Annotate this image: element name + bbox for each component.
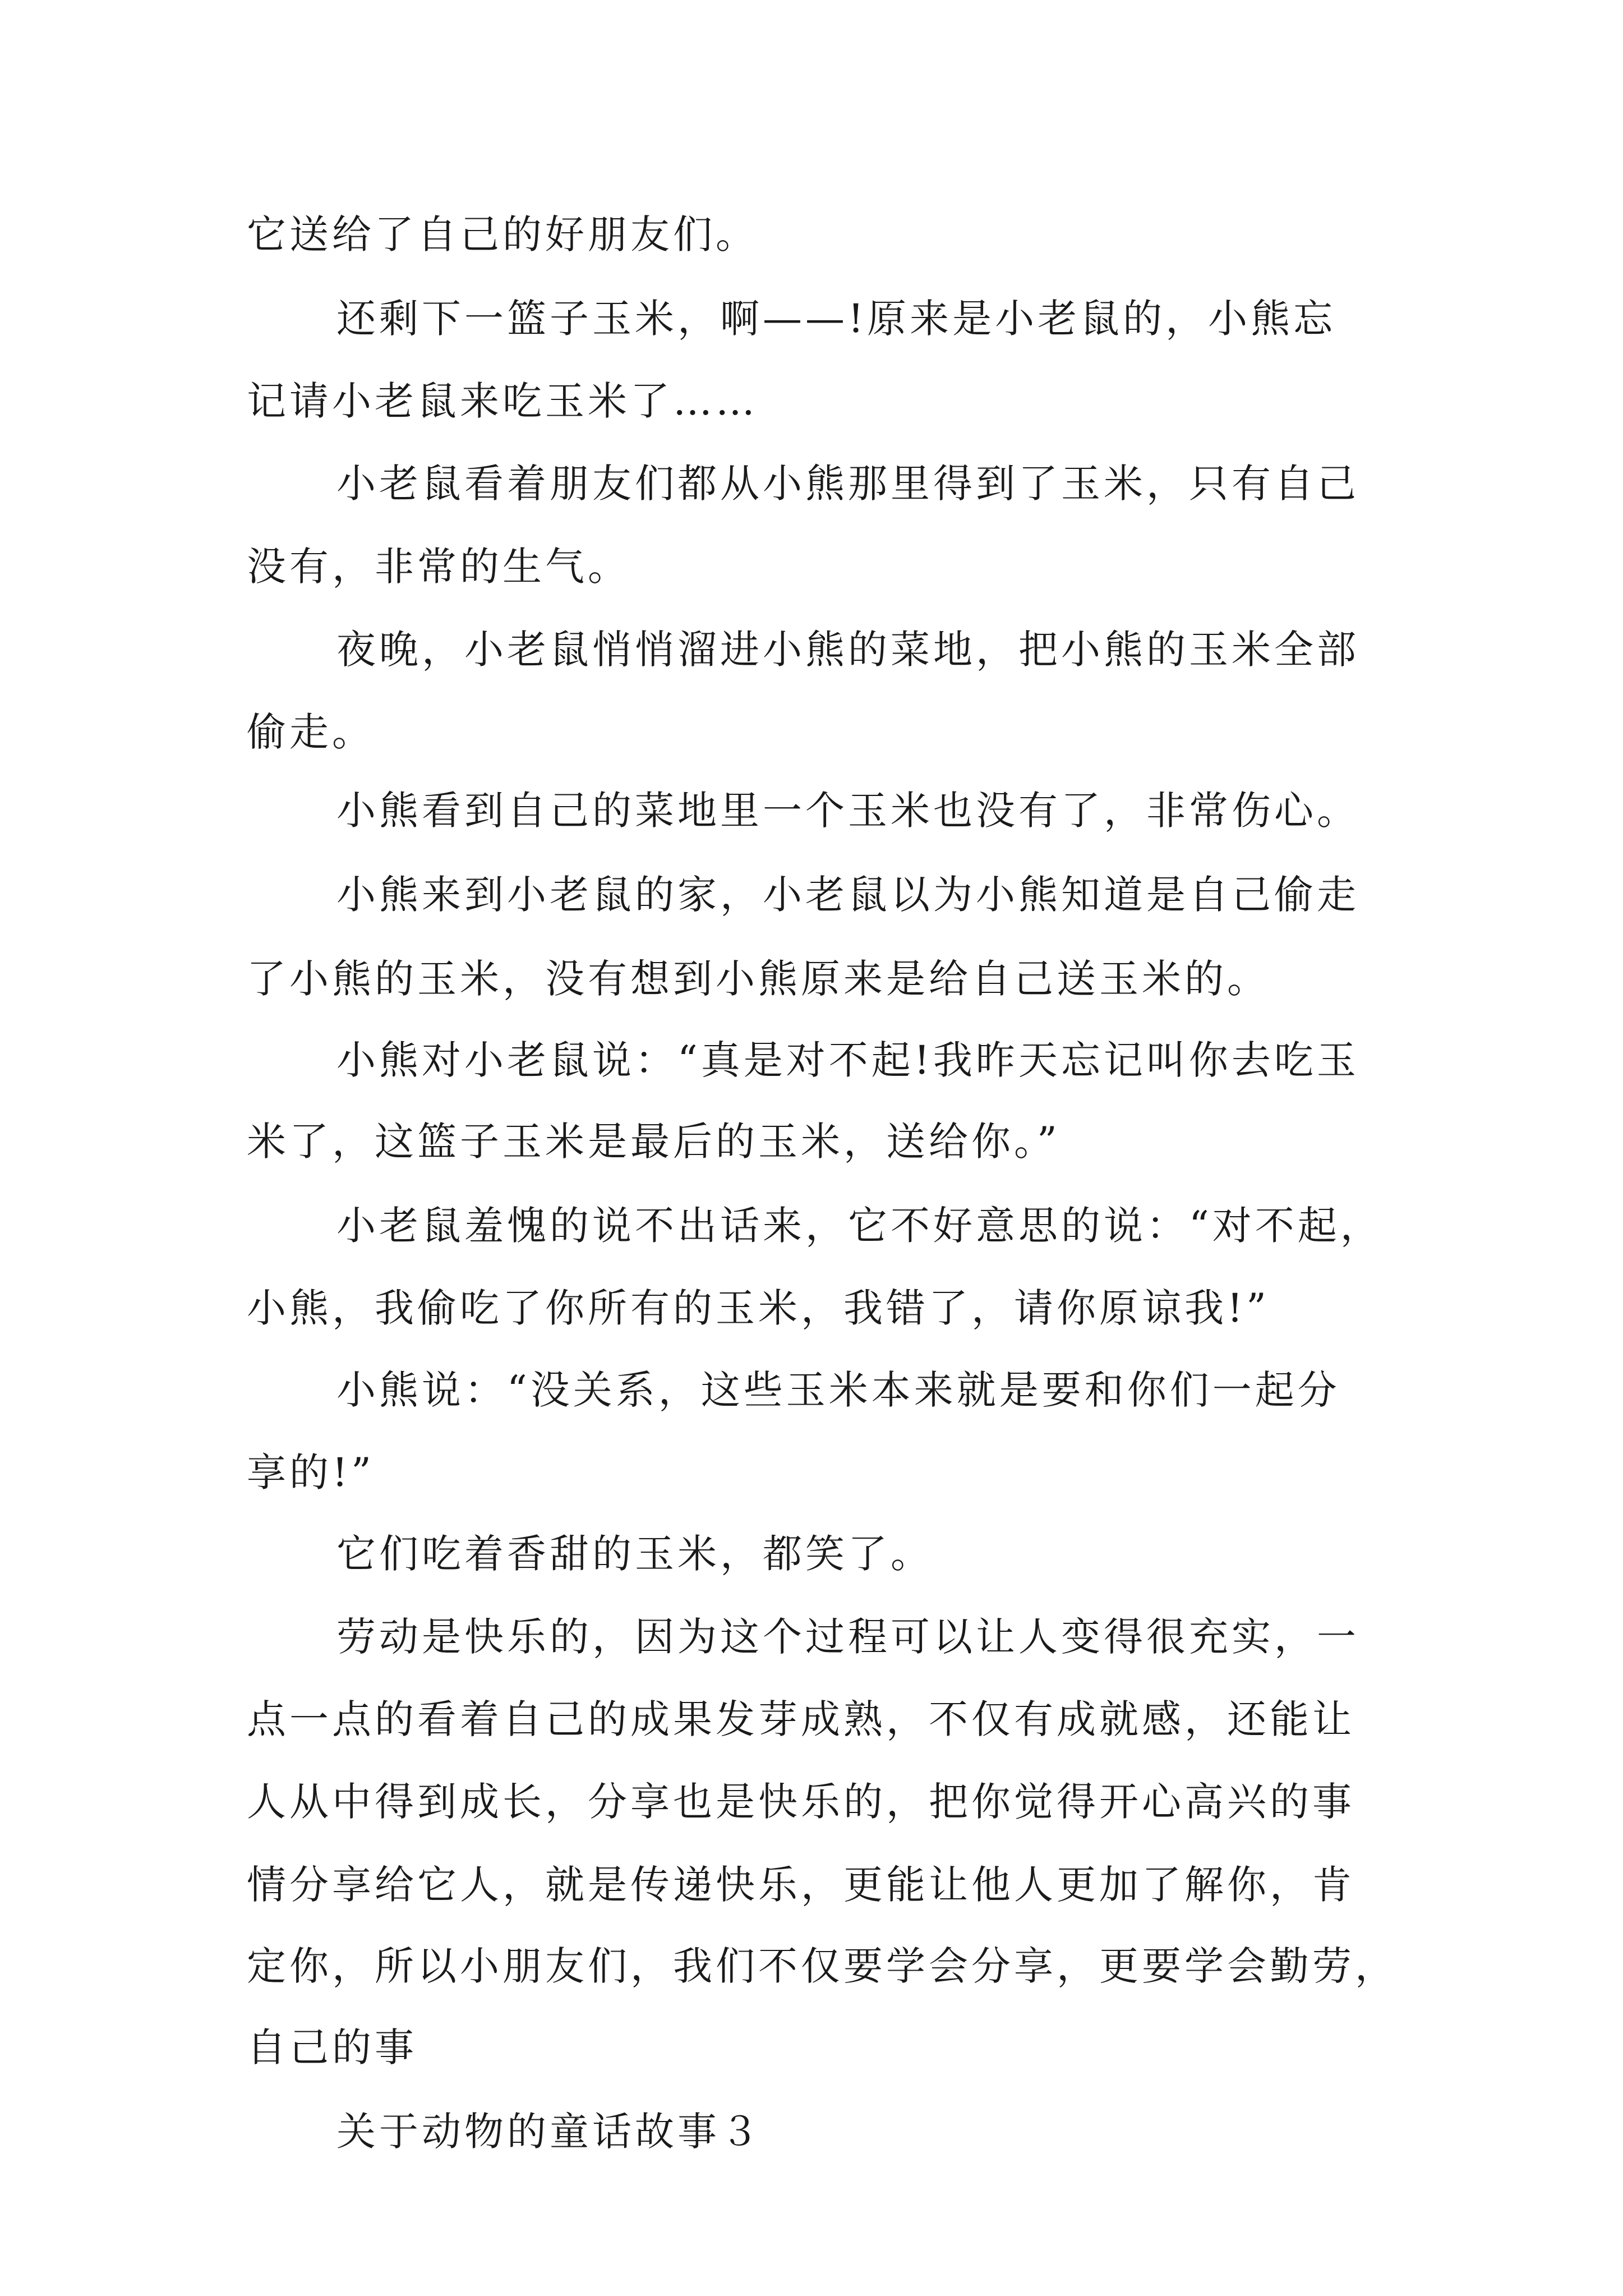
paragraph-line: 劳动是快乐的，因为这个过程可以让人变得很充实，一 — [336, 1614, 1359, 1660]
paragraph-line: 还剩下一篮子玉米，啊——!原来是小老鼠的，小熊忘 — [336, 296, 1336, 342]
text-line: 记请小老鼠来吃玉米了…… — [247, 378, 758, 424]
text-line: 偷走。 — [247, 709, 375, 755]
paragraph-line: 小熊对小老鼠说：“真是对不起!我昨天忘记叫你去吃玉 — [336, 1037, 1359, 1083]
paragraph-line: 小熊说：“没关系，这些玉米本来就是要和你们一起分 — [336, 1367, 1340, 1413]
text-line: 点一点的看着自己的成果发芽成熟，不仅有成就感，还能让 — [247, 1696, 1355, 1742]
text-line: 它送给了自己的好朋友们。 — [247, 211, 758, 257]
text-line: 享的!” — [247, 1450, 375, 1496]
text-line: 定你，所以小朋友们，我们不仅要学会分享，更要学会勤劳， — [247, 1943, 1398, 1989]
paragraph-line: 小熊来到小老鼠的家，小老鼠以为小熊知道是自己偷走 — [336, 872, 1359, 918]
section-heading: 关于动物的童话故事３ — [336, 2109, 763, 2155]
text-line: 人从中得到成长，分享也是快乐的，把你觉得开心高兴的事 — [247, 1779, 1355, 1825]
paragraph-line: 小熊看到自己的菜地里一个玉米也没有了，非常伤心。 — [336, 788, 1359, 834]
paragraph-line: 夜晚，小老鼠悄悄溜进小熊的菜地，把小熊的玉米全部 — [336, 627, 1359, 673]
text-line: 小熊，我偷吃了你所有的玉米，我错了，请你原谅我!” — [247, 1285, 1270, 1331]
paragraph-line: 它们吃着香甜的玉米，都笑了。 — [336, 1531, 933, 1577]
text-line: 没有，非常的生气。 — [247, 544, 630, 590]
text-line: 自己的事 — [247, 2024, 417, 2070]
text-line: 米了，这篮子玉米是最后的玉米，送给你。” — [247, 1119, 1061, 1165]
paragraph-line: 小老鼠羞愧的说不出话来，它不好意思的说：“对不起， — [336, 1203, 1383, 1249]
text-line: 情分享给它人，就是传递快乐，更能让他人更加了解你，肯 — [247, 1862, 1355, 1908]
paragraph-line: 小老鼠看着朋友们都从小熊那里得到了玉米，只有自己 — [336, 461, 1359, 507]
text-line: 了小熊的玉米，没有想到小熊原来是给自己送玉米的。 — [247, 956, 1270, 1002]
